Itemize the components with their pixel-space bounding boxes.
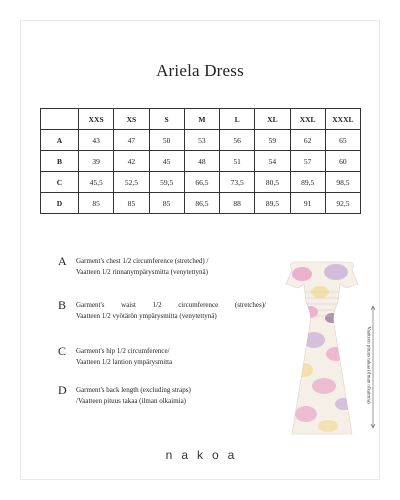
- table-cell: 65: [325, 130, 360, 151]
- header-cell-xl: XL: [255, 109, 290, 130]
- table-row: [41, 172, 361, 193]
- table-cell: 60: [325, 151, 360, 172]
- table-cell: 89,5: [290, 172, 325, 193]
- back-length-text: Vaatteen pituus takaa (ilman olkaimia): [365, 326, 371, 404]
- legend-letter: D: [58, 383, 67, 397]
- size-table: [40, 108, 361, 214]
- table-cell: 80,5: [255, 172, 290, 193]
- table-cell: 47: [114, 130, 149, 151]
- legend-letter: B: [58, 298, 67, 312]
- legend-text: [76, 385, 266, 407]
- header-cell-xs: XS: [114, 109, 149, 130]
- table-cell: 48: [184, 151, 219, 172]
- legend-line-fi: /Vaatteen pituus takaa (ilman olkaimia): [76, 397, 187, 405]
- table-cell: 89,5: [255, 193, 290, 214]
- table-cell: 98,5: [325, 172, 360, 193]
- table-cell: 85: [114, 193, 149, 214]
- table-cell: 91: [290, 193, 325, 214]
- table-cell: 43: [79, 130, 114, 151]
- table-cell: 53: [184, 130, 219, 151]
- table-cell: 57: [290, 151, 325, 172]
- header-cell-empty: [41, 109, 79, 130]
- table-cell: 45: [149, 151, 184, 172]
- table-row: [41, 130, 361, 151]
- legend-line-en: Garment's back length (excluding straps): [76, 386, 191, 394]
- table-cell: 73,5: [220, 172, 255, 193]
- legend-text: [76, 256, 266, 278]
- row-label: A: [41, 130, 79, 151]
- table-cell: 92,5: [325, 193, 360, 214]
- header-cell-xxs: XXS: [79, 109, 114, 130]
- brand-logo: nakoa: [165, 448, 244, 462]
- table-row: [41, 151, 361, 172]
- table-cell: 39: [79, 151, 114, 172]
- product-title: Ariela Dress: [156, 61, 244, 80]
- legend-line-fi: Vaatteen 1/2 vyötärön ympärysmitta (venytettynä): [76, 312, 217, 320]
- table-cell: 59: [255, 130, 290, 151]
- row-label: C: [41, 172, 79, 193]
- table-cell: 66,5: [184, 172, 219, 193]
- legend-line-en: Garment's waist 1/2 circumference (stretches)/: [76, 301, 266, 309]
- legend-letter: C: [58, 344, 67, 358]
- table-header-row: [41, 109, 361, 130]
- table-row: [41, 193, 361, 214]
- legend-line-en: Garment's chest 1/2 circumference (stretched) /: [76, 257, 209, 265]
- table-cell: 85: [149, 193, 184, 214]
- legend-line-en: Garment's hip 1/2 circumference/: [76, 347, 170, 355]
- header-cell-m: M: [184, 109, 219, 130]
- table-cell: 52,5: [114, 172, 149, 193]
- legend-letter: A: [58, 254, 67, 268]
- table-cell: 86,5: [184, 193, 219, 214]
- legend-text: [76, 346, 266, 368]
- table-cell: 42: [114, 151, 149, 172]
- table-cell: 54: [255, 151, 290, 172]
- row-label: B: [41, 151, 79, 172]
- table-cell: 59,5: [149, 172, 184, 193]
- table-cell: 85: [79, 193, 114, 214]
- back-length-label: [362, 300, 374, 430]
- table-cell: 62: [290, 130, 325, 151]
- legend-line-fi: Vaatteen 1/2 lantion ympärysmitta: [76, 358, 173, 366]
- row-label: D: [41, 193, 79, 214]
- table-cell: 50: [149, 130, 184, 151]
- header-cell-xxl: XXL: [290, 109, 325, 130]
- table-cell: 88: [220, 193, 255, 214]
- table-cell: 56: [220, 130, 255, 151]
- header-cell-s: S: [149, 109, 184, 130]
- legend-line-fi: Vaatteen 1/2 rinnanympärysmitta (venytettynä): [76, 268, 208, 276]
- dress-image: [274, 258, 370, 438]
- legend-text: [76, 300, 266, 322]
- table-cell: 45,5: [79, 172, 114, 193]
- table-cell: 51: [220, 151, 255, 172]
- dress-illustration: [274, 258, 370, 438]
- header-cell-l: L: [220, 109, 255, 130]
- header-cell-xxxl: XXXL: [325, 109, 360, 130]
